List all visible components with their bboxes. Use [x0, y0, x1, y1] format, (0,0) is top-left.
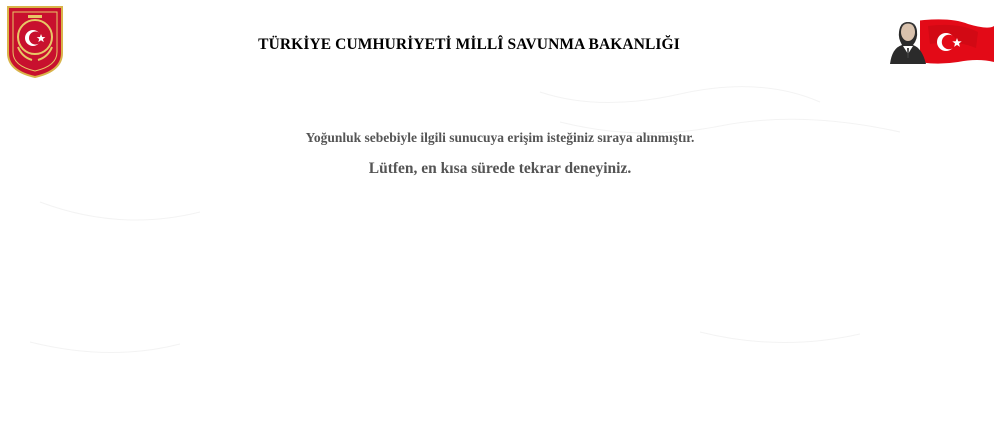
page-title: TÜRKİYE CUMHURİYETİ MİLLÎ SAVUNMA BAKANLIĞI — [258, 36, 680, 53]
ataturk-portrait-with-flag-icon — [888, 18, 994, 64]
retry-message: Lütfen, en kısa sürede tekrar deneyiniz. — [368, 160, 632, 177]
queued-message: Yoğunluk sebebiyle ilgili sunucuya erişim isteğiniz sıraya alınmıştır. — [305, 130, 695, 145]
header — [0, 0, 1000, 82]
